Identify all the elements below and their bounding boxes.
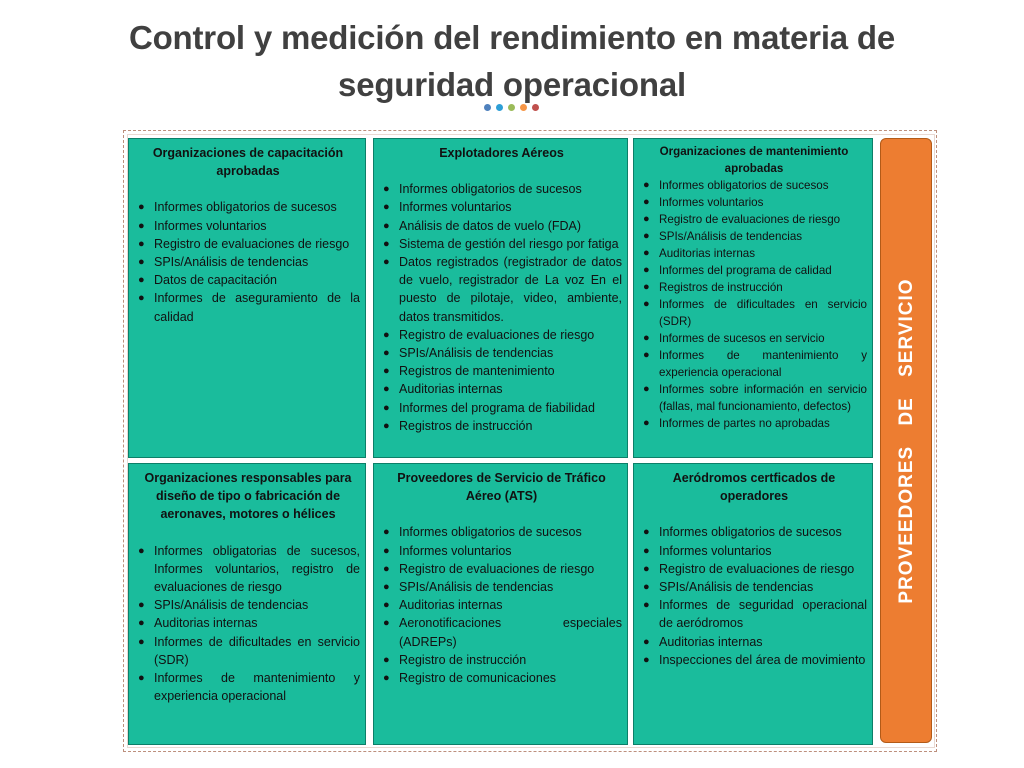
box-list-item bbox=[381, 417, 622, 435]
box-list-item-text: Registro de instrucción bbox=[399, 652, 527, 667]
bullet-icon: ● bbox=[643, 179, 650, 191]
bullet-icon: ● bbox=[138, 617, 145, 630]
bullet-icon: ● bbox=[138, 635, 145, 648]
bullet-icon: ● bbox=[643, 599, 650, 612]
bullet-icon: ● bbox=[643, 635, 650, 648]
bullet-icon: ● bbox=[383, 383, 390, 396]
title-line-1: Control y medición del rendimiento en materia de bbox=[128, 19, 896, 56]
box-list-item bbox=[641, 245, 867, 262]
box-list-item-text: Informes sobre información en servicio (fallas, mal funcionamiento, defectos) bbox=[659, 383, 867, 413]
bullet-icon: ● bbox=[383, 201, 390, 214]
box-list-item bbox=[136, 596, 360, 614]
box-title: Proveedores de Servicio de Tráfico Aéreo (ATS) bbox=[397, 471, 606, 504]
box-list-item-text: Informes obligatorios de sucesos bbox=[659, 525, 842, 540]
bullet-icon: ● bbox=[138, 237, 145, 250]
decor-dot bbox=[484, 104, 491, 111]
box-list-item bbox=[136, 633, 360, 669]
bullet-icon: ● bbox=[643, 298, 650, 310]
box-list-item bbox=[381, 326, 622, 344]
bullet-icon: ● bbox=[643, 417, 650, 429]
box-list-item-text: Informes de mantenimiento y experiencia operacional bbox=[154, 671, 360, 704]
box-list-item bbox=[381, 578, 622, 596]
box-list-item bbox=[381, 380, 622, 398]
box-list-item bbox=[136, 614, 360, 632]
box-list-item-text: SPIs/Análisis de tendencias bbox=[659, 230, 803, 243]
bullet-icon: ● bbox=[383, 562, 390, 575]
box-list-item-text: Análisis de datos de vuelo (FDA) bbox=[399, 218, 582, 233]
box-list-item bbox=[641, 330, 867, 347]
box-list-item bbox=[641, 651, 867, 669]
bullet-icon: ● bbox=[643, 383, 650, 395]
box-list-item bbox=[381, 344, 622, 362]
box-list-item bbox=[381, 542, 622, 560]
bullet-icon: ● bbox=[383, 237, 390, 250]
box-list-item bbox=[641, 523, 867, 541]
box-list-item bbox=[641, 279, 867, 296]
box-list-item-text: SPIs/Análisis de tendencias bbox=[154, 598, 309, 613]
box-list-item bbox=[641, 560, 867, 578]
box-list-item-text: Informes obligatorios de sucesos bbox=[154, 200, 337, 215]
bullet-icon: ● bbox=[643, 247, 650, 259]
box-list-item-text: Informes voluntarios bbox=[659, 196, 764, 209]
bullet-icon: ● bbox=[643, 562, 650, 575]
service-providers-label: PROVEEDORES DE SERVICIO bbox=[896, 278, 917, 604]
box-list-item bbox=[136, 235, 360, 253]
box-list-item bbox=[381, 253, 622, 326]
box-list-item bbox=[136, 669, 360, 705]
bullet-icon: ● bbox=[643, 653, 650, 666]
page-title bbox=[0, 14, 1024, 108]
box-list-item-text: Informes de sucesos en servicio bbox=[659, 332, 825, 345]
box-list-item-text: Informes obligatorias de sucesos, Informes voluntarios, registro de evaluaciones de riesgo bbox=[154, 543, 360, 595]
box-list-item-text: SPIs/Análisis de tendencias bbox=[659, 580, 814, 595]
bullet-icon: ● bbox=[138, 274, 145, 287]
box-list-item-text: Datos de capacitación bbox=[154, 273, 277, 288]
box-list-item bbox=[136, 198, 360, 216]
box-list-item-text: Informes de aseguramiento de la calidad bbox=[154, 291, 360, 324]
box-list-item bbox=[641, 381, 867, 415]
box-list-item-text: Auditorias internas bbox=[399, 382, 503, 397]
box-list-item-text: Informes voluntarios bbox=[154, 218, 267, 233]
box-item-list bbox=[136, 198, 360, 325]
decor-dot bbox=[520, 104, 527, 111]
box-list-item-text: Informes de dificultades en servicio (SDR) bbox=[659, 298, 867, 328]
box-list-item bbox=[641, 347, 867, 381]
decor-dot bbox=[496, 104, 503, 111]
box-item-list bbox=[381, 180, 622, 435]
box-list-item-text: SPIs/Análisis de tendencias bbox=[154, 255, 309, 270]
box-list-item bbox=[381, 560, 622, 578]
bullet-icon: ● bbox=[138, 219, 145, 232]
box-certified-aerodromes bbox=[633, 463, 873, 745]
box-list-item-text: Auditorias internas bbox=[659, 247, 756, 260]
box-list-item bbox=[136, 542, 360, 597]
box-list-item bbox=[641, 578, 867, 596]
box-list-item bbox=[641, 633, 867, 651]
box-list-item-text: Informes de dificultades en servicio (SDR) bbox=[154, 634, 360, 667]
box-list-item bbox=[381, 669, 622, 687]
bullet-icon: ● bbox=[383, 328, 390, 341]
box-title: Organizaciones responsables para diseño de tipo o fabricación de aeronaves, motores o hélices bbox=[144, 471, 352, 522]
box-list-item bbox=[381, 614, 622, 650]
box-list-item-text: Informes de partes no aprobadas bbox=[659, 417, 830, 430]
box-title: Aeródromos certficados de operadores bbox=[672, 471, 836, 504]
box-list-item-text: Auditorias internas bbox=[154, 616, 258, 631]
box-list-item-text: Registro de evaluaciones de riesgo bbox=[399, 561, 595, 576]
decor-dot bbox=[532, 104, 539, 111]
box-list-item-text: SPIs/Análisis de tendencias bbox=[399, 346, 554, 361]
box-list-item bbox=[136, 271, 360, 289]
bullet-icon: ● bbox=[383, 599, 390, 612]
bullet-icon: ● bbox=[643, 230, 650, 242]
box-list-item-text: Inspecciones del área de movimiento bbox=[659, 652, 866, 667]
bullet-icon: ● bbox=[138, 544, 145, 557]
box-list-item bbox=[136, 217, 360, 235]
bullet-icon: ● bbox=[383, 401, 390, 414]
service-providers-bar bbox=[880, 138, 932, 743]
box-list-item-text: Registro de evaluaciones de riesgo bbox=[659, 561, 855, 576]
box-list-item bbox=[641, 415, 867, 432]
box-list-item bbox=[381, 235, 622, 253]
box-maintenance-organizations bbox=[633, 138, 873, 458]
box-title: Organizaciones de capacitación aprobadas bbox=[152, 146, 344, 179]
box-training-organizations bbox=[128, 138, 366, 458]
box-list-item bbox=[381, 180, 622, 198]
bullet-icon: ● bbox=[383, 347, 390, 360]
box-list-item-text: Informes del programa de fiabilidad bbox=[399, 400, 595, 415]
box-list-item-text: Datos registrados (registrador de datos de vuelo, registrador de La voz En el puesto de pilotaje, video, ambiente, datos transmitidos. bbox=[399, 255, 622, 324]
box-list-item-text: Registros de instrucción bbox=[399, 418, 533, 433]
decorative-dots bbox=[484, 104, 539, 111]
box-ats-providers bbox=[373, 463, 628, 745]
box-list-item bbox=[136, 253, 360, 271]
bullet-icon: ● bbox=[643, 264, 650, 276]
box-list-item bbox=[641, 228, 867, 245]
box-list-item-text: Informes voluntarios bbox=[399, 543, 512, 558]
bullet-icon: ● bbox=[138, 672, 145, 685]
box-list-item bbox=[641, 542, 867, 560]
box-list-item-text: Informes voluntarios bbox=[659, 543, 772, 558]
box-list-item bbox=[381, 217, 622, 235]
bullet-icon: ● bbox=[643, 213, 650, 225]
bullet-icon: ● bbox=[138, 201, 145, 214]
box-title: Organizaciones de mantenimiento aprobadas bbox=[659, 145, 849, 175]
bullet-icon: ● bbox=[138, 599, 145, 612]
bullet-icon: ● bbox=[643, 332, 650, 344]
box-list-item-text: Informes obligatorios de sucesos bbox=[399, 525, 582, 540]
box-list-item bbox=[381, 651, 622, 669]
box-list-item-text: SPIs/Análisis de tendencias bbox=[399, 580, 554, 595]
bullet-icon: ● bbox=[383, 219, 390, 232]
box-title: Explotadores Aéreos bbox=[439, 146, 564, 160]
box-list-item bbox=[641, 262, 867, 279]
box-list-item-text: Informes de mantenimiento y experiencia operacional bbox=[659, 349, 867, 379]
bullet-icon: ● bbox=[383, 653, 390, 666]
box-list-item bbox=[136, 289, 360, 325]
bullet-icon: ● bbox=[383, 419, 390, 432]
box-item-list bbox=[641, 523, 867, 669]
box-list-item-text: Aeronotificaciones especiales (ADREPs) bbox=[399, 616, 622, 649]
bullet-icon: ● bbox=[383, 672, 390, 685]
bullet-icon: ● bbox=[643, 581, 650, 594]
box-list-item-text: Registro de comunicaciones bbox=[399, 671, 557, 686]
box-list-item-text: Registro de evaluaciones de riesgo bbox=[154, 236, 350, 251]
box-list-item-text: Registros de mantenimiento bbox=[399, 364, 555, 379]
bullet-icon: ● bbox=[643, 349, 650, 361]
box-list-item bbox=[641, 194, 867, 211]
bullet-icon: ● bbox=[643, 544, 650, 557]
box-list-item-text: Registro de evaluaciones de riesgo bbox=[659, 213, 841, 226]
box-design-manufacturing bbox=[128, 463, 366, 745]
box-list-item-text: Auditorias internas bbox=[659, 634, 763, 649]
box-air-operators bbox=[373, 138, 628, 458]
box-item-list bbox=[381, 523, 622, 687]
bullet-icon: ● bbox=[383, 544, 390, 557]
box-list-item-text: Informes del programa de calidad bbox=[659, 264, 832, 277]
box-item-list bbox=[136, 542, 360, 706]
bullet-icon: ● bbox=[383, 183, 390, 196]
bullet-icon: ● bbox=[383, 617, 390, 630]
box-list-item bbox=[641, 211, 867, 228]
box-list-item-text: Informes voluntarios bbox=[399, 200, 512, 215]
title-line-2: seguridad operacional bbox=[338, 66, 686, 103]
box-list-item-text: Auditorias internas bbox=[399, 598, 503, 613]
bullet-icon: ● bbox=[643, 526, 650, 539]
box-list-item-text: Informes obligatorios de sucesos bbox=[659, 179, 829, 192]
box-list-item bbox=[381, 523, 622, 541]
decor-dot bbox=[508, 104, 515, 111]
bullet-icon: ● bbox=[138, 292, 145, 305]
box-list-item-text: Informes obligatorios de sucesos bbox=[399, 182, 582, 197]
bullet-icon: ● bbox=[383, 581, 390, 594]
box-list-item-text: Registros de instrucción bbox=[659, 281, 783, 294]
box-list-item bbox=[381, 362, 622, 380]
bullet-icon: ● bbox=[383, 256, 390, 269]
bullet-icon: ● bbox=[643, 281, 650, 293]
box-list-item-text: Informes de seguridad operacional de aeródromos bbox=[659, 598, 867, 631]
box-item-list bbox=[641, 177, 867, 432]
box-list-item bbox=[641, 177, 867, 194]
box-list-item-text: Registro de evaluaciones de riesgo bbox=[399, 327, 595, 342]
bullet-icon: ● bbox=[138, 256, 145, 269]
box-list-item-text: Sistema de gestión del riesgo por fatiga bbox=[399, 236, 619, 251]
box-list-item bbox=[381, 596, 622, 614]
box-list-item bbox=[381, 399, 622, 417]
box-list-item bbox=[381, 198, 622, 216]
box-list-item bbox=[641, 296, 867, 330]
box-list-item bbox=[641, 596, 867, 632]
bullet-icon: ● bbox=[643, 196, 650, 208]
bullet-icon: ● bbox=[383, 365, 390, 378]
bullet-icon: ● bbox=[383, 526, 390, 539]
